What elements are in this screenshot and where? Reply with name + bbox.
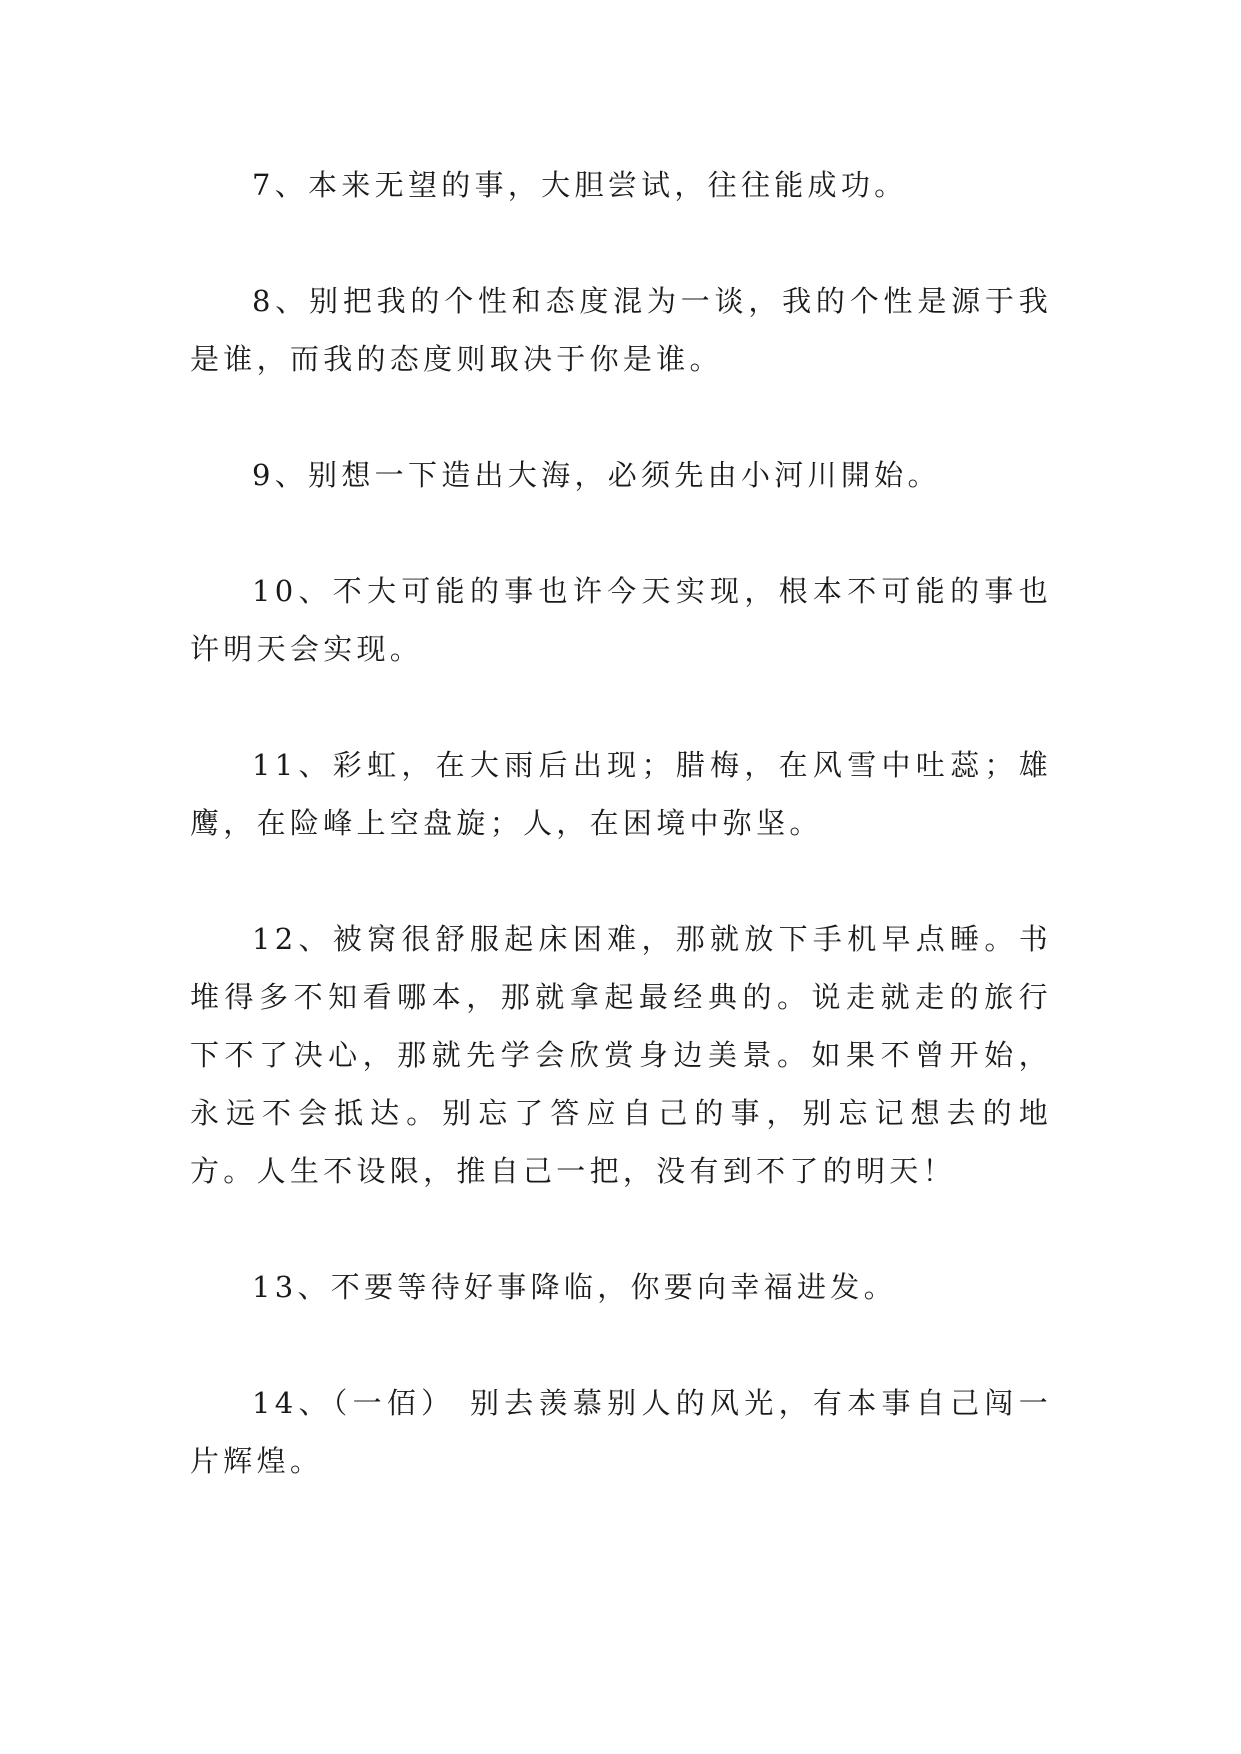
- paragraph-9: 9、别想一下造出大海，必须先由小河川開始。: [252, 458, 941, 492]
- paragraph-14: 14、（一佰） 别去羡慕别人的风光，有本事自己闯一片辉煌。: [190, 1386, 1052, 1478]
- paragraph-12: 12、被窝很舒服起床困难，那就放下手机早点睡。书堆得多不知看哪本，那就拿起最经典的。说走就走的旅行下不了决心，那就先学会欣赏身边美景。如果不曾开始，永远不会抵达。别忘了答应自己的事，别忘记想去的地方。人生不设限，推自己一把，没有到不了的明天！: [190, 922, 1052, 1188]
- paragraph-11: 11、彩虹，在大雨后出现；腊梅，在风雪中吐蕊；雄鹰，在险峰上空盘旋；人，在困境中弥坚。: [190, 748, 1052, 840]
- paragraph-7: 7、本来无望的事，大胆尝试，往往能成功。: [252, 168, 908, 202]
- paragraph-8: 8、别把我的个性和态度混为一谈，我的个性是源于我是谁，而我的态度则取决于你是谁。: [190, 284, 1052, 376]
- paragraph-10: 10、不大可能的事也许今天实现，根本不可能的事也许明天会实现。: [190, 574, 1052, 666]
- paragraph-13: 13、不要等待好事降临，你要向幸福进发。: [252, 1270, 897, 1304]
